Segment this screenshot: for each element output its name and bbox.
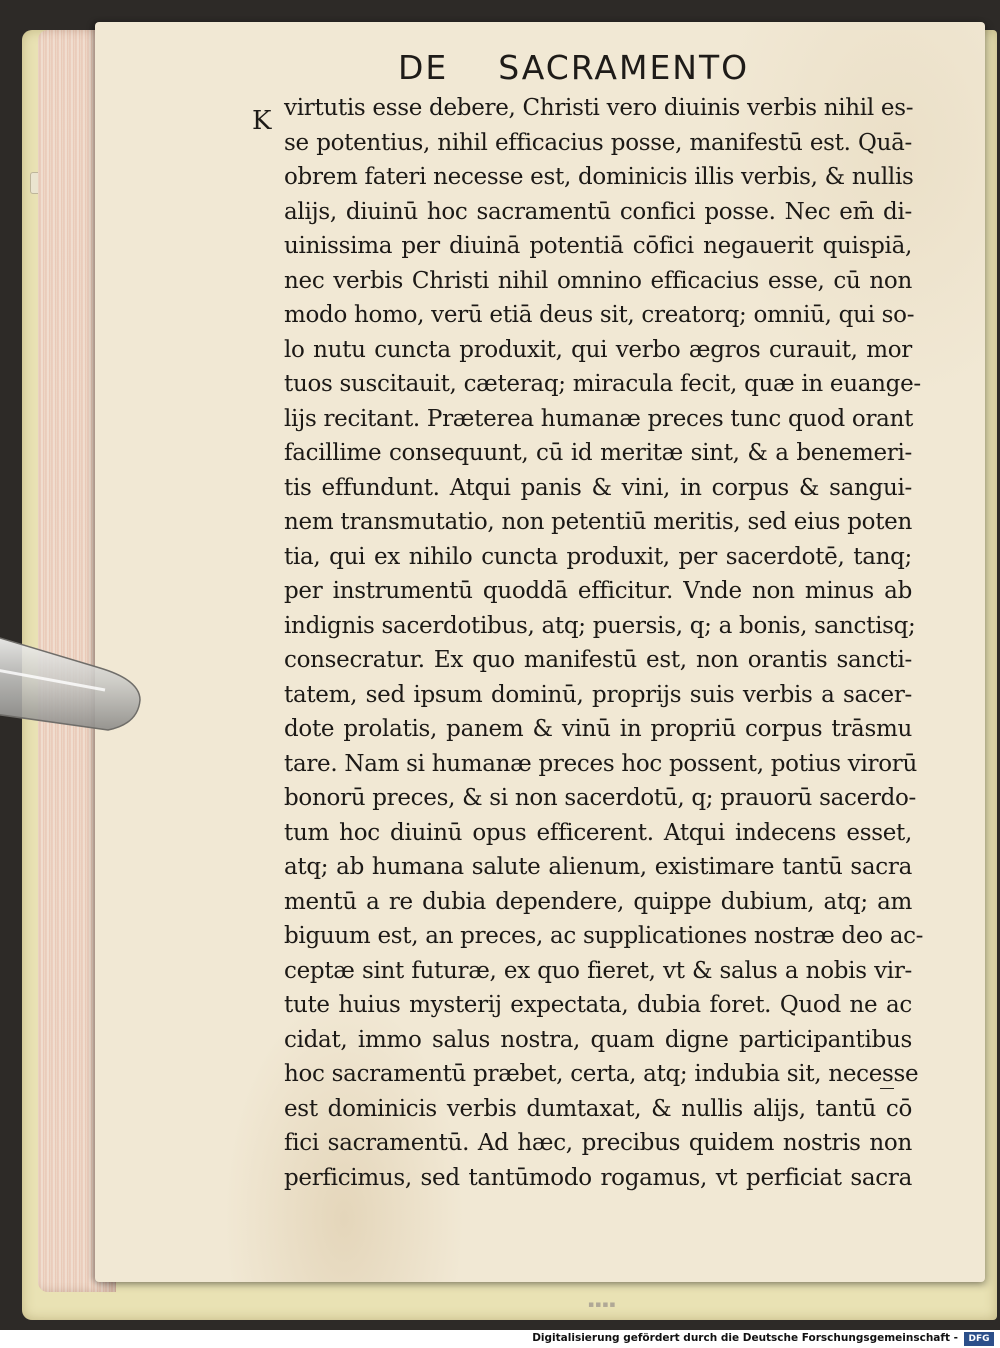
text-line: tuos suscitauit, cæteraq; miracula fecit, quæ in euange-: [284, 371, 921, 397]
text-line: indignis sacerdotibus, atq; puersis, q; a bonis, sanctisq;: [284, 612, 916, 639]
text-line: facillime consequunt, cū id meritæ sint, & a benemeri-: [284, 440, 912, 466]
footer-credit: Digitalisierung gefördert durch die Deutsche Forschungsgemeinschaft -: [532, 1332, 958, 1344]
text-line: tute huius mysterij expectata, dubia foret. Quod ne ac: [284, 992, 912, 1018]
faint-stamp: ▪▪▪▪: [588, 1300, 617, 1310]
text-line: nec verbis Christi nihil omnino efficacius esse, cū non: [284, 267, 912, 294]
text-line: lijs recitant. Præterea humanæ preces tunc quod orant: [284, 405, 914, 432]
text-line: tis effundunt. Atqui panis & vini, in corpus & sangui-: [284, 474, 912, 501]
text-block: [284, 91, 924, 1195]
text-line: fici sacramentū. Ad hæc, precibus quidem nostris non: [284, 1130, 912, 1156]
text-line: tum hoc diuinū opus efficerent. Atqui indecens esset,: [284, 819, 912, 846]
text-line: modo homo, verū etiā deus sit, creatorq; omniū, qui so-: [284, 302, 915, 328]
dfg-logo: DFG: [964, 1332, 994, 1346]
text-line: lo nutu cuncta produxit, qui verbo ægros curauit, mor: [284, 336, 912, 363]
digitization-footer: [0, 1330, 1000, 1348]
text-line: tatem, sed ipsum dominū, proprijs suis verbis a sacer-: [284, 681, 912, 708]
text-line: mentū a re dubia dependere, quippe dubium, atq; am: [284, 888, 912, 915]
text-line: tare. Nam si humanæ preces hoc possent, potius virorū: [284, 750, 917, 777]
text-line: alijs, diuinū hoc sacramentū confici posse. Nec em̄ di-: [284, 198, 912, 225]
text-line: se potentius, nihil efficacius posse, manifestū est. Quā-: [284, 129, 912, 156]
text-line: virtutis esse debere, Christi vero diuinis verbis nihil es-: [284, 95, 914, 121]
text-line: consecratur. Ex quo manifestū est, non orantis sancti-: [284, 647, 912, 673]
text-line: tia, qui ex nihilo cuncta produxit, per sacerdotē, tanq;: [284, 543, 912, 570]
text-line: cidat, immo salus nostra, quam digne participantibus: [284, 1026, 912, 1053]
text-line: atq; ab humana salute alienum, existimare tantū sacra: [284, 854, 912, 880]
text-line: hoc sacramentū præbet, certa, atq; indubia sit, necesse: [284, 1061, 919, 1087]
text-line: est dominicis verbis dumtaxat, & nullis alijs, tantū cō: [284, 1095, 912, 1122]
running-header: DE SACRAMENTO: [398, 48, 750, 87]
text-line: nem transmutatio, non petentiū meritis, sed eius poten: [284, 509, 912, 535]
text-line: dote prolatis, panem & vinū in propriū corpus trāsmu: [284, 716, 912, 742]
text-line: per instrumentū quoddā efficitur. Vnde non minus ab: [284, 578, 912, 604]
text-line: ceptæ sint futuræ, ex quo fieret, vt & salus a nobis vir-: [284, 957, 912, 984]
text-line: obrem fateri necesse est, dominicis illis verbis, & nullis: [284, 164, 914, 190]
text-line: uinissima per diuinā potentiā cōfici negauerit quispiā,: [284, 233, 912, 259]
page-holder-spatula-icon: [0, 628, 155, 738]
text-line: perficimus, sed tantūmodo rogamus, vt perficiat sacra: [284, 1164, 912, 1191]
text-line: bonorū preces, & si non sacerdotū, q; prauorū sacerdo-: [284, 785, 917, 811]
marginal-letter: K: [252, 106, 272, 136]
text-line: biguum est, an preces, ac supplicationes nostræ deo ac-: [284, 923, 924, 949]
catchword-mark: [880, 1088, 894, 1092]
